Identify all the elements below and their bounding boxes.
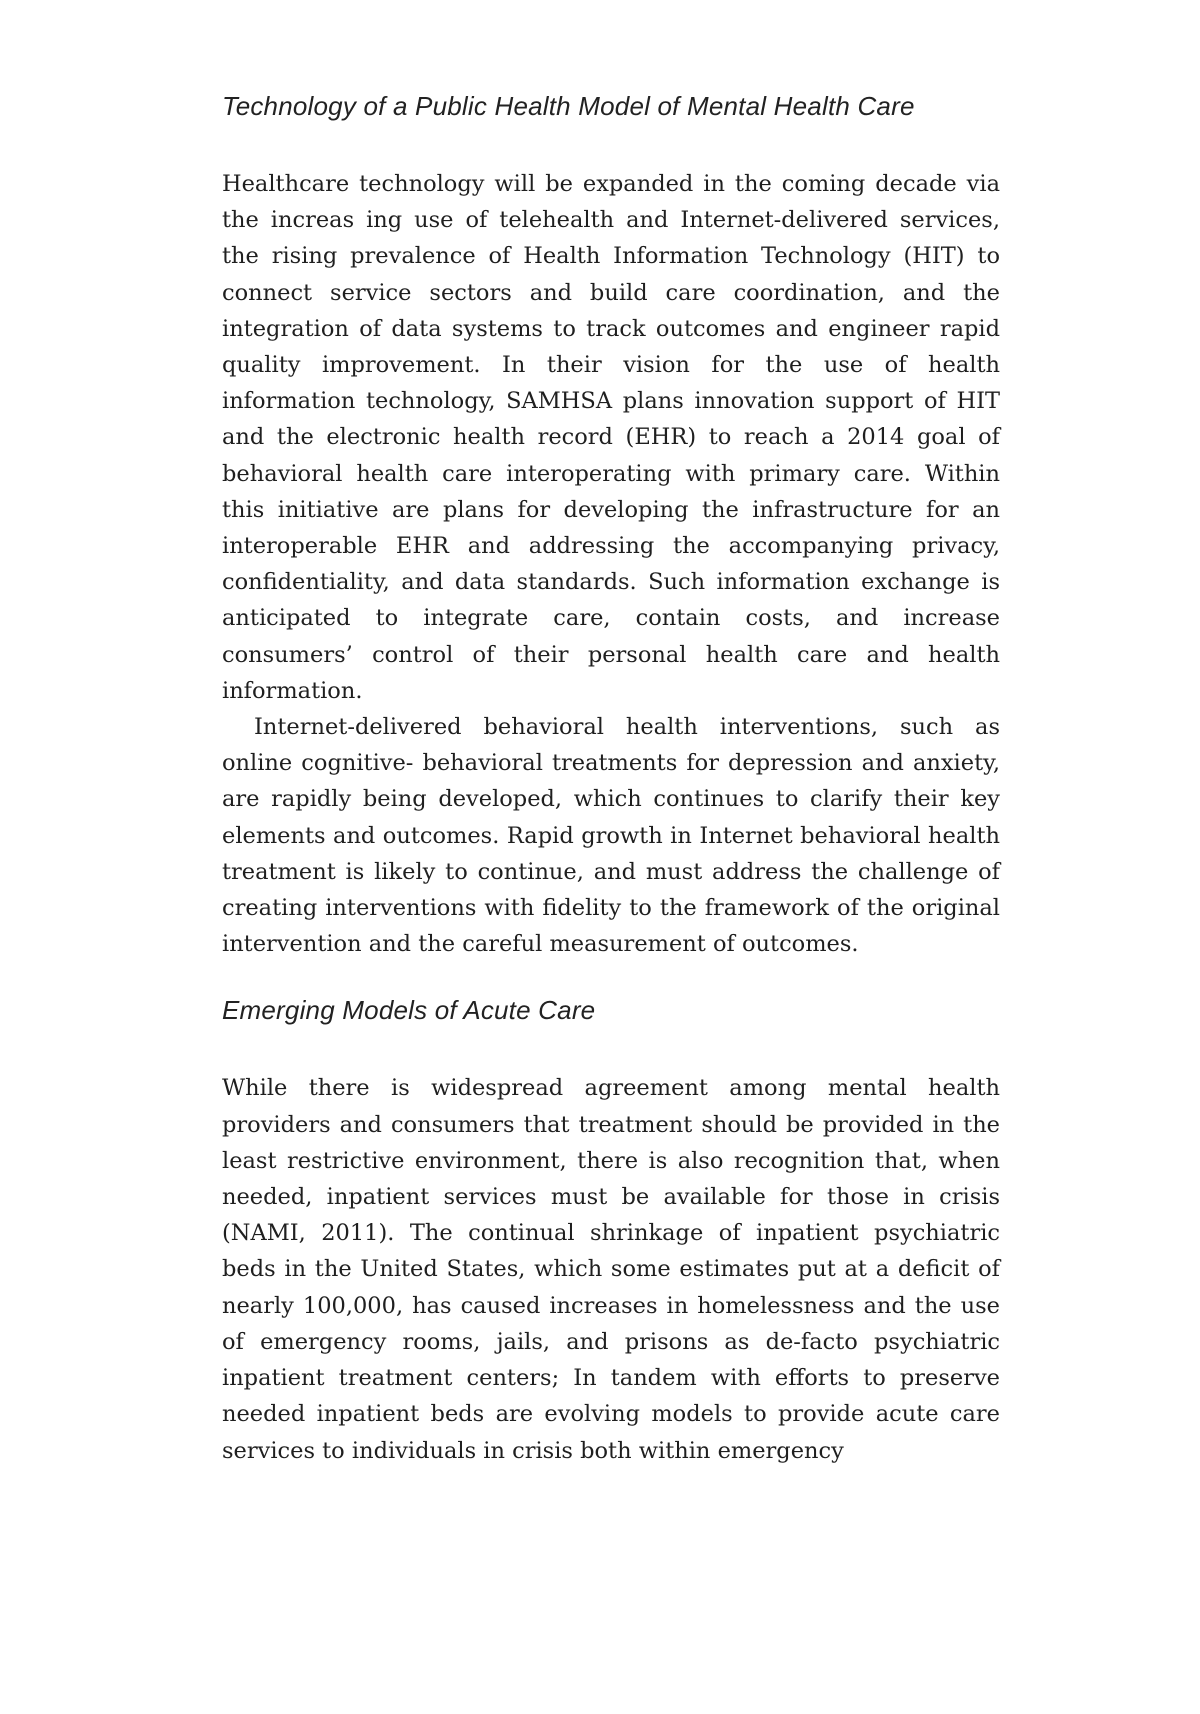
- paragraph-healthcare-technology: Healthcare technology will be expanded in the coming decade via the increas ing use of telehealth and Internet-delivered services, the rising prevalence of Health Information Technology (HIT) to connect service sectors and build care coordination, and the integration of data systems to track outcomes and engineer rapid quality improvement. In their vision for the use of health information technology, SAMHSA plans innovation support of HIT and the electronic health record (EHR) to reach a 2014 goal of behavioral health care interoperating with primary care. Within this initiative are plans for developing the infrastructure for an interoperable EHR and addressing the accompanying privacy, confidentiality, and data standards. Such information exchange is anticipated to integrate care, contain costs, and increase consumers’ control of their personal health care and health information.: [222, 171, 1000, 704]
- section-heading-acute-care: Emerging Models of Acute Care: [222, 995, 596, 1026]
- paragraph-acute-care: While there is widespread agreement among mental health providers and consumers that treatment should be provided in the least restrictive environment, there is also recognition that, when needed, inpatient services must be available for those in crisis (NAMI, 2011). The continual shrinkage of inpatient psychiatric beds in the United States, which some estimates put at a deficit of nearly 100,000, has caused increases in homelessness and the use of emergency rooms, jails, and prisons as de-facto psychiatric inpatient treatment centers; In tandem with efforts to preserve needed inpatient beds are evolving models to provide acute care services to individuals in crisis both within emergency: [222, 1075, 1000, 1464]
- paragraph-internet-interventions: Internet-delivered behavioral health interventions, such as online cognitive- behavioral treatments for depression and anxiety, are rapidly being developed, which continues to clarify their key elements and outcomes. Rapid growth in Internet behavioral health treatment is likely to continue, and must address the challenge of creating interventions with fidelity to the framework of the original intervention and the careful measurement of outcomes.: [222, 714, 1000, 958]
- document-page: [222, 90, 1000, 1469]
- section-heading-technology: Technology of a Public Health Model of Mental Health Care: [222, 91, 915, 121]
